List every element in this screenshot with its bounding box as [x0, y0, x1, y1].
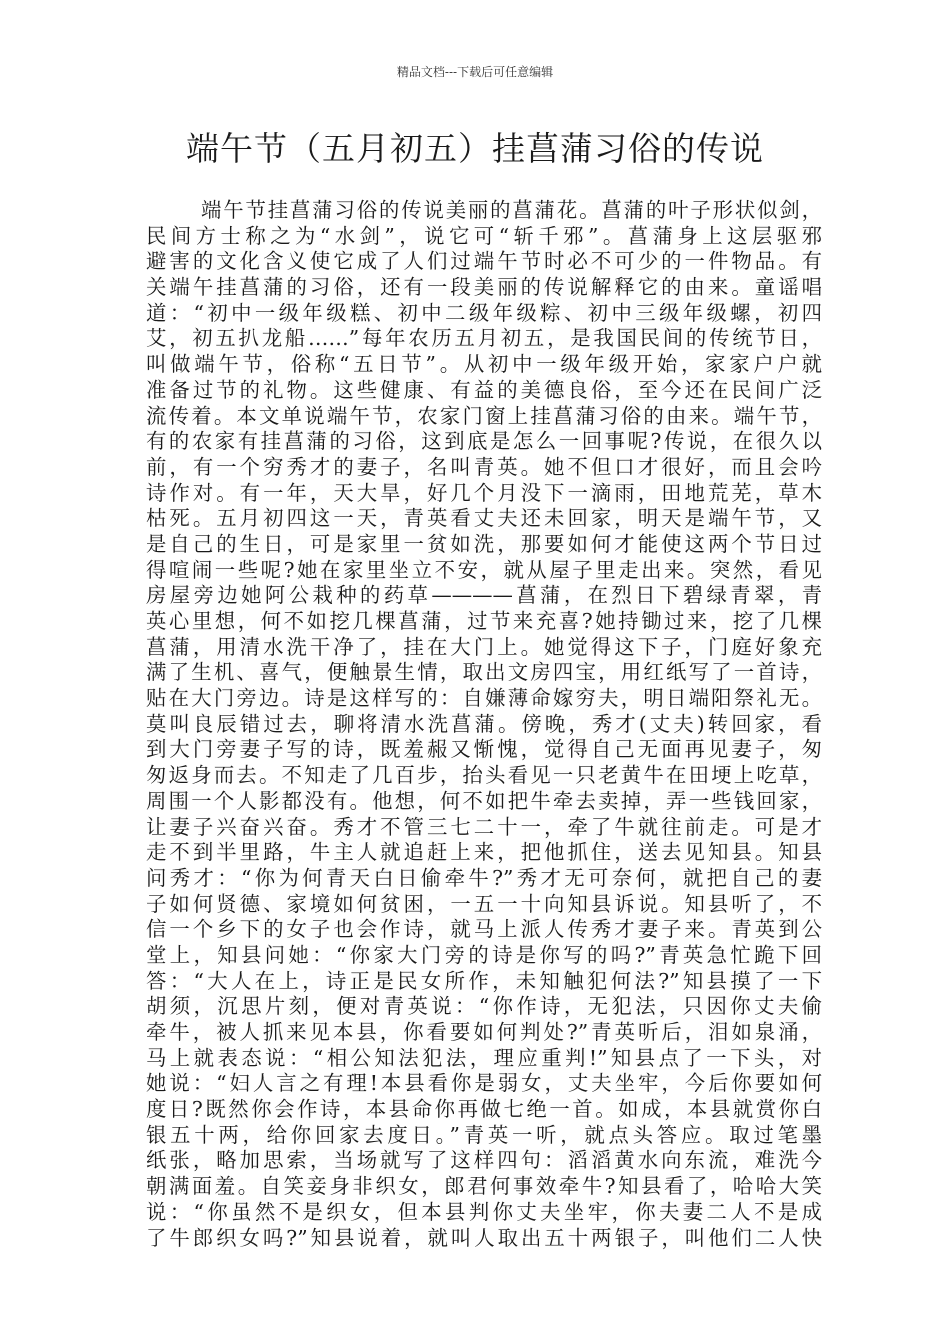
- body-line: 信一个乡下的女子也会作诗，就马上派人传秀才妻子来。青英到公: [146, 917, 822, 942]
- body-line: 民间方士称之为“水剑”，说它可“斩千邪”。菖蒲身上这层驱邪: [146, 223, 822, 248]
- body-line: 道：“初中一级年级糕、初中二级年级粽、初中三级年级螺，初四: [146, 300, 822, 325]
- body-line: 堂上，知县问她：“你家大门旁的诗是你写的吗?”青英急忙跪下回: [146, 942, 822, 967]
- body-line: 胡须，沉思片刻，便对青英说：“你作诗，无犯法，只因你丈夫偷: [146, 994, 822, 1019]
- body-line: 满了生机、喜气，便触景生情，取出文房四宝，用红纸写了一首诗，: [146, 660, 822, 685]
- body-line: 让妻子兴奋兴奋。秀才不管三七二十一，牵了牛就往前走。可是才: [146, 814, 822, 839]
- body-line: 到大门旁妻子写的诗，既羞赧又惭愧，觉得自己无面再见妻子，匆: [146, 737, 822, 762]
- body-line: 枯死。五月初四这一天，青英看丈夫还未回家，明天是端午节，又: [146, 506, 822, 531]
- body-line: 纸张，略加思索，当场就写了这样四句：滔滔黄水向东流，难洗今: [146, 1148, 822, 1173]
- body-line: 艾，初五扒龙船……”每年农历五月初五，是我国民间的传统节日，: [146, 326, 822, 351]
- body-line: 避害的文化含义使它成了人们过端午节时必不可少的一件物品。有: [146, 249, 822, 274]
- body-line: 前，有一个穷秀才的妻子，名叫青英。她不但口才很好，而且会吟: [146, 454, 822, 479]
- body-line: 流传着。本文单说端午节，农家门窗上挂菖蒲习俗的由来。端午节，: [146, 403, 822, 428]
- body-line: 牵牛，被人抓来见本县，你看要如何判处?”青英听后，泪如泉涌，: [146, 1020, 822, 1044]
- body-line: 子如何贤德、家境如何贫困，一五一十向知县诉说。知县听了，不: [146, 891, 822, 916]
- body-line: 问秀才：“你为何青天白日偷牵牛?”秀才无可奈何，就把自己的妻: [146, 865, 822, 890]
- body-line: 她说：“妇人言之有理!本县看你是弱女，丈夫坐牢，今后你要如何: [146, 1071, 822, 1096]
- body-line: 马上就表态说：“相公知法犯法，理应重判!”知县点了一下头，对: [146, 1045, 822, 1070]
- body-line: 叫做端午节，俗称“五日节”。从初中一级年级开始，家家户户就: [146, 352, 822, 377]
- body-line: 贴在大门旁边。诗是这样写的：自嫌薄命嫁穷夫，明日端阳祭礼无。: [146, 686, 822, 711]
- document-title: 端午节（五月初五）挂菖蒲习俗的传说: [186, 129, 764, 168]
- body-line: 答：“大人在上，诗正是民女所作，未知触犯何法?”知县摸了一下: [146, 968, 822, 993]
- body-line: 菖蒲，用清水洗干净了，挂在大门上。她觉得这下子，门庭好象充: [146, 634, 822, 659]
- body-line: 说：“你虽然不是织女，但本县判你丈夫坐牢，你夫妻二人不是成: [146, 1199, 822, 1224]
- body-line: 是自己的生日，可是家里一贫如洗，那要如何才能使这两个节日过: [146, 531, 822, 556]
- body-line: 端午节挂菖蒲习俗的传说美丽的菖蒲花。菖蒲的叶子形状似剑，: [201, 198, 822, 222]
- body-line: 走不到半里路，牛主人就追赶上来，把他抓住，送去见知县。知县: [146, 840, 822, 865]
- body-line: 了牛郎织女吗?”知县说着，就叫人取出五十两银子，叫他们二人快: [146, 1225, 822, 1250]
- body-line: 朝满面羞。自笑妾身非织女，郎君何事效牵牛?知县看了，哈哈大笑: [146, 1174, 822, 1199]
- body-line: 银五十两，给你回家去度日。”青英一听，就点头答应。取过笔墨: [146, 1122, 822, 1147]
- body-text: [146, 198, 822, 1251]
- body-line: 关端午挂菖蒲的习俗，还有一段美丽的传说解释它的由来。童谣唱: [146, 275, 822, 300]
- body-line: 有的农家有挂菖蒲的习俗，这到底是怎么一回事呢?传说，在很久以: [146, 429, 822, 454]
- body-line: 得喧闹一些呢?她在家里坐立不安，就从屋子里走出来。突然，看见: [146, 557, 822, 582]
- body-line: 匆返身而去。不知走了几百步，抬头看见一只老黄牛在田埂上吃草，: [146, 763, 822, 788]
- body-line: 英心里想，何不如挖几棵菖蒲，过节来充喜?她持锄过来，挖了几棵: [146, 609, 822, 633]
- body-line: 周围一个人影都没有。他想，何不如把牛牵去卖掉，弄一些钱回家，: [146, 788, 822, 813]
- body-line: 度日?既然你会作诗，本县命你再做七绝一首。如成，本县就赏你白: [146, 1097, 822, 1122]
- body-line: 房屋旁边她阿公栽种的药草————菖蒲，在烈日下碧绿青翠，青: [146, 583, 822, 608]
- body-line: 准备过节的礼物。这些健康、有益的美德良俗，至今还在民间广泛: [146, 377, 822, 402]
- body-line: 诗作对。有一年，天大旱，好几个月没下一滴雨，田地荒芜，草木: [146, 480, 822, 505]
- body-line: 莫叫良辰错过去，聊将清水洗菖蒲。傍晚，秀才(丈夫)转回家，看: [146, 711, 822, 736]
- header-note: 精品文档---下载后可任意编辑: [396, 65, 554, 79]
